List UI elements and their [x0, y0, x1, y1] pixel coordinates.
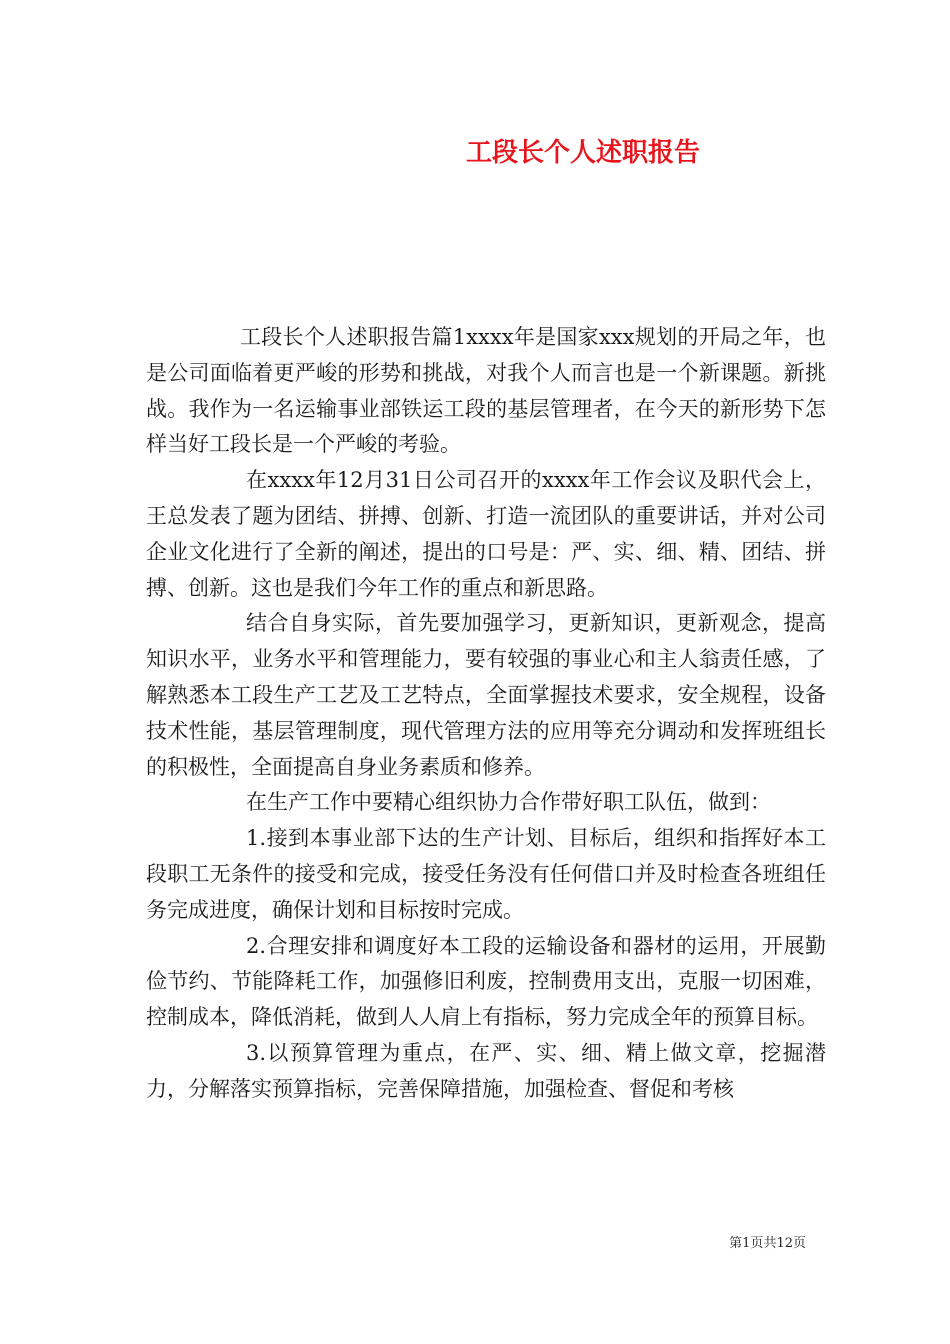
document-body — [146, 320, 826, 1108]
paragraph-production-work: 在生产工作中要精心组织协力合作带好职工队伍，做到： — [246, 790, 771, 815]
list-item: 3.以预算管理为重点，在严、实、细、精上做文章，挖掘潜力，分解落实预算指标，完善保障措施，加强检查、督促和考核 — [146, 1040, 826, 1101]
document-title: 工段长个人述职报告 — [465, 138, 700, 168]
page-number-footer: 第1页共12页 — [729, 1236, 806, 1251]
list-item: 2.合理安排和调度好本工段的运输设备和器材的运用，开展勤俭节约、节能降耗工作，加强修旧利废，控制费用支出，克服一切困难，控制成本，降低消耗，做到人人肩上有指标，努力完成全年的预算目标。 — [146, 933, 826, 1030]
list-item: 1.接到本事业部下达的生产计划、目标后，组织和指挥好本工段职工无条件的接受和完成，接受任务没有任何借口并及时检查各班组任务完成进度，确保计划和目标按时完成。 — [146, 826, 826, 922]
paragraph-meeting: 在xxxx年12月31日公司召开的xxxx年工作会议及职代会上，王总发表了题为团结、拼搏、创新、打造一流团队的重要讲话，并对公司企业文化进行了全新的阐述，提出的口号是：严、实、细、精、团结、拼搏、创新。这也是我们今年工作的重点和新思路。 — [146, 468, 826, 600]
paragraph-intro: 工段长个人述职报告篇1xxxx年是国家xxx规划的开局之年，也是公司面临着更严峻的形势和挑战，对我个人而言也是一个新课题。新挑战。我作为一名运输事业部铁运工段的基层管理者，在今天的新形势下怎样当好工段长是一个严峻的考验。 — [146, 325, 826, 457]
paragraph-self-improvement: 结合自身实际，首先要加强学习，更新知识，更新观念，提高知识水平，业务水平和管理能力，要有较强的事业心和主人翁责任感，了解熟悉本工段生产工艺及工艺特点，全面掌握技术要求，安全规程，设备技术性能，基层管理制度，现代管理方法的应用等充分调动和发挥班组长的积极性，全面提高自身业务素质和修养。 — [146, 611, 826, 779]
